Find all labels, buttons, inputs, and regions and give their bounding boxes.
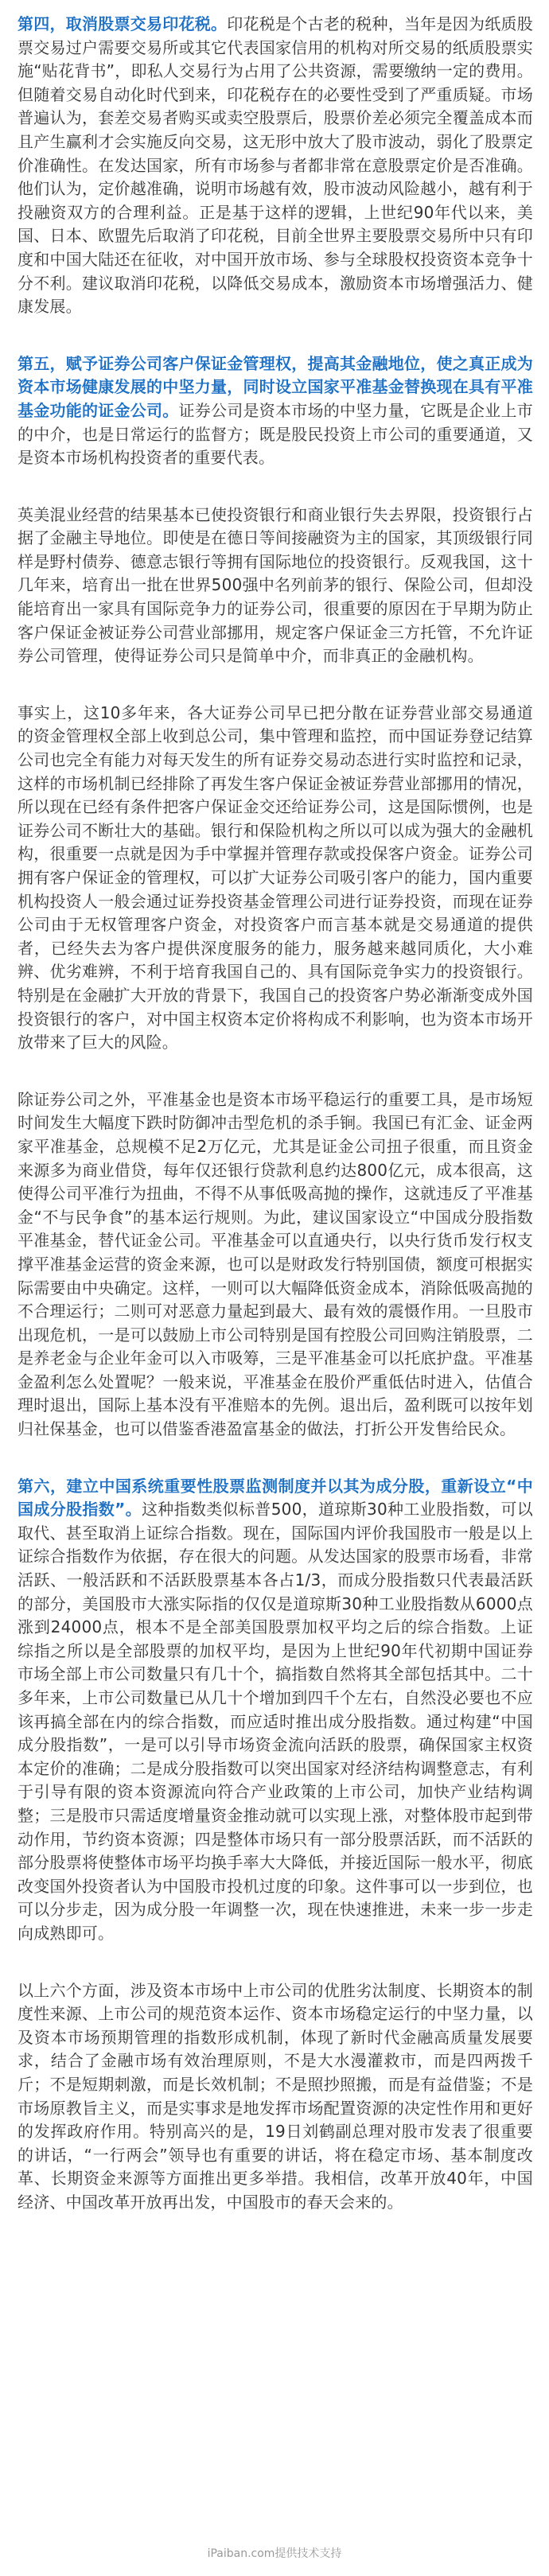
footer-credit: iPaiban.com提供技术支持 <box>207 2547 342 2560</box>
lead-sixth: 第六，建立中国系统重要性股票监测制度并以其为成分股，重新设立“中国成分股指数”。 <box>18 1476 533 1520</box>
article-body <box>18 13 533 2247</box>
paragraph-customer-funds <box>18 702 533 1055</box>
body-investment-banks: 英美混业经营的结果基本已使投资银行和商业银行失去界限，投资银行占据了金融主导地位。即使是在德日等间接融资为主的国家，其顶级银行同样是野村债券、德意志银行等拥有国际地位的投资银行。反观我国，这十几年来，培育出一批在世界500强中名列前茅的银行、保险公司，但却没能培育出一家具有国际竞争力的证券公司，很重要的原因在于早期为防止客户保证金被证券公司营业部挪用，规定客户保证金三方托管，不允许证券公司管理，使得证券公司只是简单中介，而非真正的金融机构。 <box>18 504 533 666</box>
paragraph-stabilization-fund <box>18 1088 533 1442</box>
paragraph-conclusion <box>18 1979 533 2215</box>
body-customer-funds: 事实上，这10多年来，各大证券公司早已把分散在证券营业部交易通道的资金管理权全部上收到总公司，集中管理和监控，而中国证券登记结算公司也完全有能力对每天发生的所有证券交易动态进行实时监控和记录，这样的市场机制已经排除了再发生客户保证金被证券营业部挪用的情况，所以现在已经有条件把客户保证金交还给证券公司，这是国际惯例，也是证券公司不断壮大的基础。银行和保险机构之所以可以成为强大的金融机构，很重要一点就是因为手中掌握并管理存款或投保客户资金。证券公司拥有客户保证金的管理权，可以扩大证券公司吸引客户的能力，国内重要机构投资人一般会通过证券投资基金管理公司进行证券投资，而现在证券公司由于无权管理客户资金，对投资客户而言基本就是交易通道的提供者，已经失去为客户提供深度服务的能力，服务越来越同质化，大小难辨、优劣难辨，不利于培育我国自己的、具有国际竞争实力的投资银行。特别是在金融扩大开放的背景下，我国自己的投资客户势必渐渐变成外国投资银行的客户，对中国主权资本定价将构成不利影响，也为资本市场开放带来了巨大的风险。 <box>18 702 533 1053</box>
paragraph-fourth <box>18 13 533 319</box>
lead-fourth: 第四，取消股票交易印花税。 <box>18 14 228 33</box>
paragraph-investment-banks <box>18 504 533 668</box>
body-fourth: 印花税是个古老的税种，当年是因为纸质股票交易过户需要交易所或其它代表国家信用的机构对所交易的纸质股票实施“贴花背书”，即私人交易行为占用了公共资源，需要缴纳一定的费用。但随着交易自动化时代到来，印花税存在的必要性受到了严重质疑。市场普遍认为，套差交易者购买或卖空股票后，股票价差必须完全覆盖成本而且产生赢利才会实施反向交易，这无形中放大了股市波动，弱化了股票定价准确性。在发达国家，所有市场参与者都非常在意股票定价是否准确。他们认为，定价越准确，说明市场越有效，股市波动风险越小，越有利于投融资双方的合理利益。正是基于这样的逻辑，上世纪90年代以来，美国、日本、欧盟先后取消了印花税，目前全世界主要股票交易所中只有印度和中国大陆还在征收，对中国开放市场、参与全球股权投资资本竞争十分不利。建议取消印花税，以降低交易成本，激励资本市场增强活力、健康发展。 <box>18 14 533 317</box>
paragraph-fifth <box>18 352 533 470</box>
body-conclusion: 以上六个方面，涉及资本市场中上市公司的优胜劣汰制度、长期资本的制度性来源、上市公司的规范资本运作、资本市场稳定运行的中坚力量，以及资本市场预期管理的指数形成机制，体现了新时代金融高质量发展要求，结合了金融市场有效治理原则，不是大水漫灌救市，而是四两拨千斤；不是短期刺激，而是长效机制；不是照抄照搬，而是有益借鉴；不是市场原教旨主义，而是实事求是地发挥市场配置资源的决定性作用和更好的发挥政府作用。特别高兴的是，19日刘鹤副总理对股市发表了很重要的讲话，“一行两会”领导也有重要的讲话，将在稳定市场、基本制度改革、长期资金来源等方面推出更多举措。我相信，改革开放40年，中国经济、中国改革开放再出发，中国股市的春天会来的。 <box>18 1980 533 2212</box>
body-stabilization-fund: 除证券公司之外，平准基金也是资本市场平稳运行的重要工具，是市场短时间发生大幅度下跌时防御冲击型危机的杀手锏。我国已有汇金、证金两家平准基金，总规模不足2万亿元，尤其是证金公司扭子很重，而且资金来源多为商业借贷，每年仅还银行贷款利息约达800亿元，成本很高，这使得公司平准行为扭曲，不得不从事低吸高抛的操作，这就违反了平准基金“不与民争食”的基本运行规则。为此，建议国家设立“中国成分股指数平准基金，替代证金公司。平准基金可以直通央行，以央行货币发行权支撑平准基金运营的资金来源，也可以是财政发行特别国债，额度可根据实际需要由中央确定。这样，一则可以大幅降低资金成本，消除低吸高抛的不合理运行；二则可对恶意力量起到最大、最有效的震慑作用。一旦股市出现危机，一是可以鼓励上市公司特别是国有控股公司回购注销股票，二是养老金与企业年金可以入市吸筹，三是平准基金可以托底护盘。平准基金盈利怎么处置呢？一般来说，平准基金在股价严重低估时进入，估值合理时退出，国际上基本没有平准赔本的先例。退出后，盈利既可以按年划归社保基金，也可以借鉴香港盈富基金的做法，打折公开发售给民众。 <box>18 1089 533 1439</box>
body-sixth: 这种指数类似标普500，道琼斯30种工业股指数，可以取代、甚至取消上证综合指数。现在，国际国内评价我国股市一般是以上证综合指数作为依据，存在很大的问题。从发达国家的股票市场看，非常活跃、一般活跃和不活跃股票基本各占1/3，而成分股指数只代表最活跃的部分，美国股市大涨实际指的仅仅是道琼斯30种工业股指数从6000点涨到24000点，根本不是全部美国股票加权平均之后的综合指数。上证综指之所以是全部股票的加权平均，是因为上世纪90年代初期中国证券市场全部上市公司数量只有几十个，搞指数自然将其全部包括其中。二十多年来，上市公司数量已从几十个增加到四千个左右，自然没必要也不应该再搞全部在内的综合指数，而应适时推出成分股指数。通过构建“中国成分股指数”，一是可以引导市场资金流向活跃的股票，确保国家主权资本定价的准确；二是成分股指数可以突出国家对经济结构调整意志，有利于引导有限的资本资源流向符合产业政策的上市公司，加快产业结构调整；三是股市只需适度增量资金推动就可以实现上涨，对整体股市起到带动作用，节约资本资源；四是整体市场只有一部分股票活跃，而不活跃的部分股票将使整体市场平均换手率大大降低，并接近国际一般水平，彻底改变国外投资者认为中国股市投机过度的印象。这件事可以一步到位，也可以分步走，因为成分股一年调整一次，现在快速推进，未来一步一步走向成熟即可。 <box>18 1500 534 1943</box>
lead-fifth: 第五，赋予证券公司客户保证金管理权，提高其金融地位，使之真正成为资本市场健康发展的中坚力量，同时设立国家平准基金替换现在具有平准基金功能的证金公司。 <box>18 353 533 420</box>
paragraph-sixth <box>18 1475 533 1946</box>
body-fifth: 证券公司是资本市场的中坚力量，它既是企业上市的中介，也是日常运行的监督方；既是股民投资上市公司的重要通道，又是资本市场机构投资者的重要代表。 <box>18 400 533 468</box>
